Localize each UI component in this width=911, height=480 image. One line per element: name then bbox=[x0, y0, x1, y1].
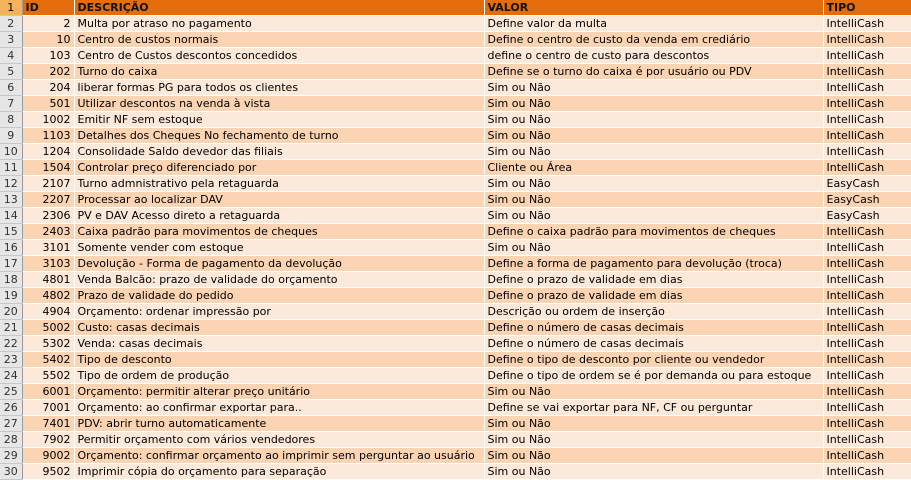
cell-valor[interactable]: Sim ou Não bbox=[484, 128, 823, 144]
row-number[interactable]: 11 bbox=[0, 160, 22, 176]
cell-descricao[interactable]: Consolidade Saldo devedor das filiais bbox=[74, 144, 484, 160]
cell-id[interactable]: 2 bbox=[22, 16, 74, 32]
cell-tipo[interactable]: IntelliCash bbox=[823, 336, 911, 352]
cell-valor[interactable]: Descrição ou ordem de inserção bbox=[484, 304, 823, 320]
row-number[interactable]: 2 bbox=[0, 16, 22, 32]
cell-id[interactable]: 103 bbox=[22, 48, 74, 64]
cell-tipo[interactable]: IntelliCash bbox=[823, 448, 911, 464]
cell-descricao[interactable]: PV e DAV Acesso direto a retaguarda bbox=[74, 208, 484, 224]
row-number[interactable]: 21 bbox=[0, 320, 22, 336]
cell-id[interactable]: 4904 bbox=[22, 304, 74, 320]
cell-valor[interactable]: Define o caixa padrão para movimentos de cheques bbox=[484, 224, 823, 240]
cell-descricao[interactable]: Multa por atraso no pagamento bbox=[74, 16, 484, 32]
cell-valor[interactable]: Define o centro de custo da venda em crediário bbox=[484, 32, 823, 48]
cell-valor[interactable]: Define se o turno do caixa é por usuário ou PDV bbox=[484, 64, 823, 80]
cell-descricao[interactable]: Orçamento: confirmar orçamento ao imprimir sem perguntar ao usuário bbox=[74, 448, 484, 464]
cell-valor[interactable]: Define o tipo de ordem se é por demanda ou para estoque bbox=[484, 368, 823, 384]
cell-id[interactable]: 2306 bbox=[22, 208, 74, 224]
cell-id[interactable]: 1204 bbox=[22, 144, 74, 160]
cell-tipo[interactable]: IntelliCash bbox=[823, 224, 911, 240]
cell-valor[interactable]: Sim ou Não bbox=[484, 384, 823, 400]
cell-tipo[interactable]: IntelliCash bbox=[823, 64, 911, 80]
table-row bbox=[0, 288, 911, 304]
row-number[interactable]: 25 bbox=[0, 384, 22, 400]
cell-id[interactable]: 5002 bbox=[22, 320, 74, 336]
row-number[interactable]: 12 bbox=[0, 176, 22, 192]
cell-tipo[interactable]: IntelliCash bbox=[823, 288, 911, 304]
cell-id[interactable]: 501 bbox=[22, 96, 74, 112]
cell-id[interactable]: 4801 bbox=[22, 272, 74, 288]
table-row bbox=[0, 144, 911, 160]
row-number[interactable]: 5 bbox=[0, 64, 22, 80]
header-row bbox=[0, 0, 911, 16]
row-number[interactable]: 17 bbox=[0, 256, 22, 272]
cell-descricao[interactable]: Processar ao localizar DAV bbox=[74, 192, 484, 208]
cell-tipo[interactable]: IntelliCash bbox=[823, 464, 911, 480]
cell-tipo[interactable]: IntelliCash bbox=[823, 400, 911, 416]
cell-id[interactable]: 10 bbox=[22, 32, 74, 48]
cell-descricao[interactable]: liberar formas PG para todos os clientes bbox=[74, 80, 484, 96]
row-number[interactable]: 13 bbox=[0, 192, 22, 208]
cell-id[interactable]: 202 bbox=[22, 64, 74, 80]
cell-tipo[interactable]: EasyCash bbox=[823, 176, 911, 192]
row-number[interactable]: 7 bbox=[0, 96, 22, 112]
cell-descricao[interactable]: Custo: casas decimais bbox=[74, 320, 484, 336]
cell-tipo[interactable]: IntelliCash bbox=[823, 160, 911, 176]
cell-tipo[interactable]: IntelliCash bbox=[823, 304, 911, 320]
cell-tipo[interactable]: IntelliCash bbox=[823, 240, 911, 256]
cell-descricao[interactable]: Prazo de validade do pedido bbox=[74, 288, 484, 304]
row-number[interactable]: 28 bbox=[0, 432, 22, 448]
header-cell-valor[interactable]: VALOR bbox=[484, 0, 823, 16]
cell-tipo[interactable]: IntelliCash bbox=[823, 432, 911, 448]
cell-descricao[interactable]: Imprimir cópia do orçamento para separação bbox=[74, 464, 484, 480]
table-row bbox=[0, 16, 911, 32]
cell-id[interactable]: 1002 bbox=[22, 112, 74, 128]
cell-descricao[interactable]: Turno admnistrativo pela retaguarda bbox=[74, 176, 484, 192]
cell-tipo[interactable]: IntelliCash bbox=[823, 256, 911, 272]
cell-descricao[interactable]: Controlar preço diferenciado por bbox=[74, 160, 484, 176]
table-row bbox=[0, 96, 911, 112]
cell-tipo[interactable]: IntelliCash bbox=[823, 96, 911, 112]
cell-valor[interactable]: Define o tipo de desconto por cliente ou vendedor bbox=[484, 352, 823, 368]
cell-valor[interactable]: Define o número de casas decimais bbox=[484, 336, 823, 352]
row-number[interactable]: 14 bbox=[0, 208, 22, 224]
table-row bbox=[0, 64, 911, 80]
cell-tipo[interactable]: IntelliCash bbox=[823, 384, 911, 400]
table-row bbox=[0, 48, 911, 64]
row-number[interactable]: 27 bbox=[0, 416, 22, 432]
table-row bbox=[0, 112, 911, 128]
cell-valor[interactable]: Define se vai exportar para NF, CF ou perguntar bbox=[484, 400, 823, 416]
cell-descricao[interactable]: Orçamento: ordenar impressão por bbox=[74, 304, 484, 320]
cell-valor[interactable]: Sim ou Não bbox=[484, 464, 823, 480]
cell-id[interactable]: 1504 bbox=[22, 160, 74, 176]
cell-valor[interactable]: Sim ou Não bbox=[484, 416, 823, 432]
cell-descricao[interactable]: Somente vender com estoque bbox=[74, 240, 484, 256]
cell-id[interactable]: 5302 bbox=[22, 336, 74, 352]
header-cell-descricao[interactable]: DESCRIÇÃO bbox=[74, 0, 484, 16]
cell-id[interactable]: 2403 bbox=[22, 224, 74, 240]
cell-id[interactable]: 5502 bbox=[22, 368, 74, 384]
row-number[interactable]: 19 bbox=[0, 288, 22, 304]
table-row bbox=[0, 240, 911, 256]
table-row bbox=[0, 416, 911, 432]
cell-tipo[interactable]: IntelliCash bbox=[823, 112, 911, 128]
row-number[interactable]: 16 bbox=[0, 240, 22, 256]
cell-descricao[interactable]: Devolução - Forma de pagamento da devolução bbox=[74, 256, 484, 272]
cell-descricao[interactable]: PDV: abrir turno automaticamente bbox=[74, 416, 484, 432]
row-number[interactable]: 4 bbox=[0, 48, 22, 64]
cell-id[interactable]: 5402 bbox=[22, 352, 74, 368]
cell-valor[interactable]: Sim ou Não bbox=[484, 176, 823, 192]
cell-valor[interactable]: Define valor da multa bbox=[484, 16, 823, 32]
row-number[interactable]: 23 bbox=[0, 352, 22, 368]
cell-tipo[interactable]: IntelliCash bbox=[823, 416, 911, 432]
cell-id[interactable]: 2207 bbox=[22, 192, 74, 208]
cell-descricao[interactable]: Venda Balcão: prazo de validade do orçamento bbox=[74, 272, 484, 288]
table-row bbox=[0, 208, 911, 224]
cell-valor[interactable]: define o centro de custo para descontos bbox=[484, 48, 823, 64]
cell-id[interactable]: 204 bbox=[22, 80, 74, 96]
table-row bbox=[0, 368, 911, 384]
row-number[interactable]: 18 bbox=[0, 272, 22, 288]
cell-tipo[interactable]: IntelliCash bbox=[823, 80, 911, 96]
cell-tipo[interactable]: IntelliCash bbox=[823, 144, 911, 160]
cell-id[interactable]: 2107 bbox=[22, 176, 74, 192]
cell-tipo[interactable]: EasyCash bbox=[823, 192, 911, 208]
cell-tipo[interactable]: EasyCash bbox=[823, 208, 911, 224]
cell-descricao[interactable]: Centro de custos normais bbox=[74, 32, 484, 48]
cell-id[interactable]: 7902 bbox=[22, 432, 74, 448]
row-number[interactable]: 3 bbox=[0, 32, 22, 48]
cell-tipo[interactable]: IntelliCash bbox=[823, 368, 911, 384]
table-row bbox=[0, 464, 911, 480]
cell-id[interactable]: 6001 bbox=[22, 384, 74, 400]
cell-descricao[interactable]: Orçamento: ao confirmar exportar para.. bbox=[74, 400, 484, 416]
table-row bbox=[0, 304, 911, 320]
table-row bbox=[0, 32, 911, 48]
table-row bbox=[0, 384, 911, 400]
table-row bbox=[0, 448, 911, 464]
cell-valor[interactable]: Define o prazo de validade em dias bbox=[484, 272, 823, 288]
row-number[interactable]: 9 bbox=[0, 128, 22, 144]
cell-descricao[interactable]: Emitir NF sem estoque bbox=[74, 112, 484, 128]
table-row bbox=[0, 160, 911, 176]
table-row bbox=[0, 256, 911, 272]
cell-descricao[interactable]: Venda: casas decimais bbox=[74, 336, 484, 352]
cell-valor[interactable]: Sim ou Não bbox=[484, 208, 823, 224]
table-row bbox=[0, 192, 911, 208]
cell-valor[interactable]: Sim ou Não bbox=[484, 240, 823, 256]
cell-descricao[interactable]: Tipo de desconto bbox=[74, 352, 484, 368]
row-number[interactable]: 8 bbox=[0, 112, 22, 128]
cell-valor[interactable]: Sim ou Não bbox=[484, 144, 823, 160]
cell-descricao[interactable]: Detalhes dos Cheques No fechamento de turno bbox=[74, 128, 484, 144]
row-number[interactable]: 24 bbox=[0, 368, 22, 384]
table-row bbox=[0, 80, 911, 96]
cell-valor[interactable]: Define a forma de pagamento para devolução (troca) bbox=[484, 256, 823, 272]
table-row bbox=[0, 336, 911, 352]
cell-id[interactable]: 9002 bbox=[22, 448, 74, 464]
cell-valor[interactable]: Sim ou Não bbox=[484, 192, 823, 208]
cell-tipo[interactable]: IntelliCash bbox=[823, 128, 911, 144]
cell-descricao[interactable]: Tipo de ordem de produção bbox=[74, 368, 484, 384]
header-cell-id[interactable]: ID bbox=[22, 0, 74, 16]
table-row bbox=[0, 400, 911, 416]
row-number[interactable]: 15 bbox=[0, 224, 22, 240]
header-cell-tipo[interactable]: TIPO bbox=[823, 0, 911, 16]
cell-tipo[interactable]: IntelliCash bbox=[823, 16, 911, 32]
row-number[interactable]: 26 bbox=[0, 400, 22, 416]
cell-valor[interactable]: Define o prazo de validade em dias bbox=[484, 288, 823, 304]
cell-id[interactable]: 3103 bbox=[22, 256, 74, 272]
table-row bbox=[0, 128, 911, 144]
table-row bbox=[0, 352, 911, 368]
cell-descricao[interactable]: Centro de Custos descontos concedidos bbox=[74, 48, 484, 64]
table-row bbox=[0, 176, 911, 192]
cell-tipo[interactable]: IntelliCash bbox=[823, 320, 911, 336]
table-row bbox=[0, 320, 911, 336]
cell-id[interactable]: 7401 bbox=[22, 416, 74, 432]
cell-descricao[interactable]: Permitir orçamento com vários vendedores bbox=[74, 432, 484, 448]
cell-id[interactable]: 7001 bbox=[22, 400, 74, 416]
cell-descricao[interactable]: Turno do caixa bbox=[74, 64, 484, 80]
cell-tipo[interactable]: IntelliCash bbox=[823, 352, 911, 368]
cell-valor[interactable]: Define o número de casas decimais bbox=[484, 320, 823, 336]
row-number[interactable]: 1 bbox=[0, 0, 22, 16]
cell-id[interactable]: 4802 bbox=[22, 288, 74, 304]
cell-id[interactable]: 9502 bbox=[22, 464, 74, 480]
row-number[interactable]: 29 bbox=[0, 448, 22, 464]
row-number[interactable]: 30 bbox=[0, 464, 22, 480]
cell-valor[interactable]: Sim ou Não bbox=[484, 432, 823, 448]
table-row bbox=[0, 272, 911, 288]
cell-id[interactable]: 3101 bbox=[22, 240, 74, 256]
cell-id[interactable]: 1103 bbox=[22, 128, 74, 144]
cell-tipo[interactable]: IntelliCash bbox=[823, 48, 911, 64]
row-number[interactable]: 6 bbox=[0, 80, 22, 96]
cell-valor[interactable]: Sim ou Não bbox=[484, 448, 823, 464]
cell-descricao[interactable]: Utilizar descontos na venda à vista bbox=[74, 96, 484, 112]
cell-valor[interactable]: Sim ou Não bbox=[484, 112, 823, 128]
table-row bbox=[0, 224, 911, 240]
table-row bbox=[0, 432, 911, 448]
row-number[interactable]: 20 bbox=[0, 304, 22, 320]
cell-valor[interactable]: Sim ou Não bbox=[484, 80, 823, 96]
row-number[interactable]: 22 bbox=[0, 336, 22, 352]
row-number[interactable]: 10 bbox=[0, 144, 22, 160]
cell-tipo[interactable]: IntelliCash bbox=[823, 32, 911, 48]
cell-valor[interactable]: Sim ou Não bbox=[484, 96, 823, 112]
cell-descricao[interactable]: Orçamento: permitir alterar preço unitário bbox=[74, 384, 484, 400]
cell-valor[interactable]: Cliente ou Área bbox=[484, 160, 823, 176]
cell-tipo[interactable]: IntelliCash bbox=[823, 272, 911, 288]
cell-descricao[interactable]: Caixa padrão para movimentos de cheques bbox=[74, 224, 484, 240]
